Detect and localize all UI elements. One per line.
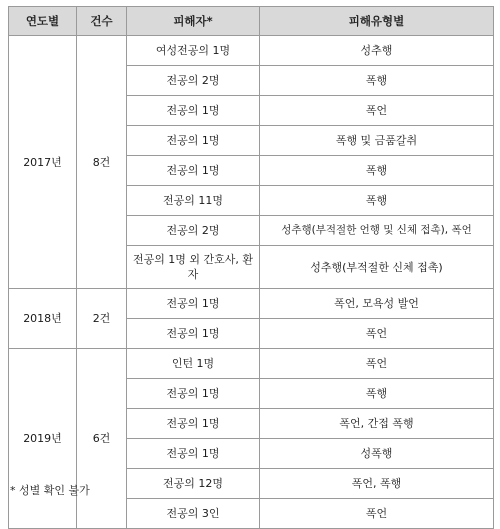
type-cell: 폭언 — [260, 319, 494, 349]
type-cell: 폭언 — [260, 96, 494, 126]
victim-cell: 전공의 1명 — [127, 289, 260, 319]
year-cell: 2017년 — [9, 36, 77, 289]
header-victim: 피해자* — [127, 7, 260, 36]
table-row — [9, 36, 494, 66]
table-header-row — [9, 7, 494, 36]
table-body — [9, 36, 494, 529]
count-cell: 8건 — [77, 36, 127, 289]
type-cell: 폭언, 폭행 — [260, 469, 494, 499]
type-cell: 성폭행 — [260, 439, 494, 469]
victim-cell: 전공의 2명 — [127, 216, 260, 246]
victim-cell: 전공의 1명 — [127, 319, 260, 349]
victim-cell: 전공의 1명 외 간호사, 환자 — [127, 246, 260, 289]
type-cell: 폭언, 간접 폭행 — [260, 409, 494, 439]
victim-cell: 전공의 1명 — [127, 379, 260, 409]
type-cell: 폭행 및 금품갈취 — [260, 126, 494, 156]
footnote: * 성별 확인 불가 — [10, 484, 90, 497]
header-count: 건수 — [77, 7, 127, 36]
type-cell: 폭언 — [260, 349, 494, 379]
year-cell: 2019년 — [9, 349, 77, 529]
header-year: 연도별 — [9, 7, 77, 36]
victim-cell: 전공의 1명 — [127, 409, 260, 439]
type-cell: 성추행 — [260, 36, 494, 66]
harassment-table — [8, 6, 494, 529]
victim-cell: 전공의 11명 — [127, 186, 260, 216]
victim-cell: 전공의 1명 — [127, 156, 260, 186]
victim-cell: 전공의 12명 — [127, 469, 260, 499]
type-cell: 폭언 — [260, 499, 494, 529]
type-cell: 폭행 — [260, 379, 494, 409]
count-cell: 2건 — [77, 289, 127, 349]
type-cell: 폭행 — [260, 66, 494, 96]
victim-cell: 전공의 1명 — [127, 439, 260, 469]
type-cell: 폭행 — [260, 156, 494, 186]
type-cell: 폭언, 모욕성 발언 — [260, 289, 494, 319]
victim-cell: 전공의 3인 — [127, 499, 260, 529]
count-cell: 6건 — [77, 349, 127, 529]
type-cell: 성추행(부적절한 신체 접촉) — [260, 246, 494, 289]
victim-cell: 전공의 1명 — [127, 126, 260, 156]
victim-cell: 전공의 2명 — [127, 66, 260, 96]
victim-cell: 인턴 1명 — [127, 349, 260, 379]
table-row — [9, 289, 494, 319]
table-row — [9, 349, 494, 379]
type-cell: 성추행(부적절한 언행 및 신체 접촉), 폭언 — [260, 216, 494, 246]
year-cell: 2018년 — [9, 289, 77, 349]
header-type: 피해유형별 — [260, 7, 494, 36]
victim-cell: 전공의 1명 — [127, 96, 260, 126]
type-cell: 폭행 — [260, 186, 494, 216]
victim-cell: 여성전공의 1명 — [127, 36, 260, 66]
